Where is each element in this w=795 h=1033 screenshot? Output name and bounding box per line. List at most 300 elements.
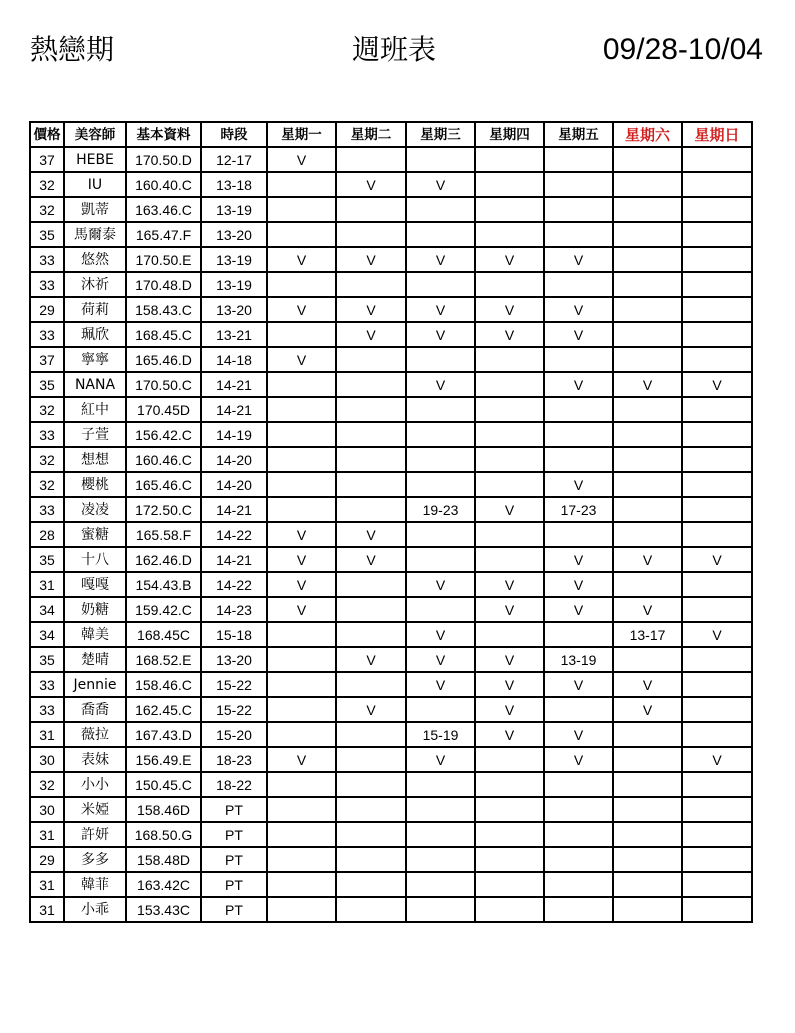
profile-cell: 165.46.C bbox=[126, 472, 201, 497]
sunday-cell bbox=[682, 172, 752, 197]
profile-cell: 158.43.C bbox=[126, 297, 201, 322]
thursday-cell bbox=[475, 897, 544, 922]
price-cell: 31 bbox=[30, 822, 64, 847]
profile-cell: 165.47.F bbox=[126, 222, 201, 247]
store-name: 熱戀期 bbox=[30, 33, 115, 66]
stylist-name-cell: NANA bbox=[64, 372, 126, 397]
thursday-cell bbox=[475, 522, 544, 547]
friday-cell: 13-19 bbox=[544, 647, 613, 672]
friday-cell bbox=[544, 697, 613, 722]
thursday-cell: V bbox=[475, 297, 544, 322]
sunday-cell bbox=[682, 447, 752, 472]
column-header-monday: 星期一 bbox=[267, 122, 336, 147]
profile-cell: 170.50.C bbox=[126, 372, 201, 397]
saturday-cell bbox=[613, 247, 682, 272]
monday-cell: V bbox=[267, 547, 336, 572]
sunday-cell bbox=[682, 647, 752, 672]
table-row bbox=[30, 822, 752, 847]
time-slot-cell: 13-19 bbox=[201, 197, 267, 222]
saturday-cell: V bbox=[613, 672, 682, 697]
sunday-cell bbox=[682, 422, 752, 447]
table-row bbox=[30, 197, 752, 222]
sunday-cell bbox=[682, 472, 752, 497]
sunday-cell: V bbox=[682, 622, 752, 647]
table-row bbox=[30, 472, 752, 497]
sunday-cell bbox=[682, 722, 752, 747]
monday-cell bbox=[267, 472, 336, 497]
stylist-name-cell: 十八 bbox=[64, 547, 126, 572]
price-cell: 31 bbox=[30, 722, 64, 747]
saturday-cell bbox=[613, 322, 682, 347]
price-cell: 34 bbox=[30, 622, 64, 647]
monday-cell: V bbox=[267, 572, 336, 597]
saturday-cell bbox=[613, 647, 682, 672]
thursday-cell bbox=[475, 147, 544, 172]
wednesday-cell: 15-19 bbox=[406, 722, 475, 747]
friday-cell: V bbox=[544, 672, 613, 697]
thursday-cell: V bbox=[475, 672, 544, 697]
price-cell: 32 bbox=[30, 447, 64, 472]
tuesday-cell bbox=[336, 772, 406, 797]
saturday-cell bbox=[613, 772, 682, 797]
friday-cell: 17-23 bbox=[544, 497, 613, 522]
thursday-cell: V bbox=[475, 322, 544, 347]
monday-cell bbox=[267, 447, 336, 472]
tuesday-cell: V bbox=[336, 172, 406, 197]
monday-cell: V bbox=[267, 247, 336, 272]
tuesday-cell bbox=[336, 497, 406, 522]
saturday-cell: V bbox=[613, 697, 682, 722]
monday-cell bbox=[267, 672, 336, 697]
stylist-name-cell: 櫻桃 bbox=[64, 472, 126, 497]
profile-cell: 163.46.C bbox=[126, 197, 201, 222]
tuesday-cell bbox=[336, 472, 406, 497]
monday-cell bbox=[267, 222, 336, 247]
column-header-price: 價格 bbox=[30, 122, 64, 147]
stylist-name-cell: 楚晴 bbox=[64, 647, 126, 672]
table-row bbox=[30, 172, 752, 197]
price-cell: 35 bbox=[30, 547, 64, 572]
profile-cell: 170.48.D bbox=[126, 272, 201, 297]
tuesday-cell bbox=[336, 847, 406, 872]
monday-cell bbox=[267, 697, 336, 722]
sunday-cell bbox=[682, 322, 752, 347]
table-row bbox=[30, 297, 752, 322]
thursday-cell bbox=[475, 872, 544, 897]
tuesday-cell: V bbox=[336, 647, 406, 672]
wednesday-cell bbox=[406, 847, 475, 872]
monday-cell: V bbox=[267, 747, 336, 772]
price-cell: 32 bbox=[30, 197, 64, 222]
column-header-wednesday: 星期三 bbox=[406, 122, 475, 147]
monday-cell bbox=[267, 797, 336, 822]
price-cell: 33 bbox=[30, 697, 64, 722]
sunday-cell bbox=[682, 397, 752, 422]
wednesday-cell bbox=[406, 897, 475, 922]
schedule-body bbox=[30, 147, 752, 922]
sunday-cell bbox=[682, 847, 752, 872]
thursday-cell bbox=[475, 272, 544, 297]
price-cell: 33 bbox=[30, 247, 64, 272]
wednesday-cell: V bbox=[406, 247, 475, 272]
date-range: 09/28-10/04 bbox=[602, 33, 763, 66]
wednesday-cell bbox=[406, 147, 475, 172]
time-slot-cell: 13-19 bbox=[201, 272, 267, 297]
tuesday-cell bbox=[336, 147, 406, 172]
price-cell: 32 bbox=[30, 772, 64, 797]
profile-cell: 172.50.C bbox=[126, 497, 201, 522]
friday-cell: V bbox=[544, 322, 613, 347]
friday-cell: V bbox=[544, 547, 613, 572]
wednesday-cell bbox=[406, 772, 475, 797]
monday-cell: V bbox=[267, 597, 336, 622]
column-header-thursday: 星期四 bbox=[475, 122, 544, 147]
monday-cell bbox=[267, 722, 336, 747]
time-slot-cell: 15-20 bbox=[201, 722, 267, 747]
profile-cell: 168.52.E bbox=[126, 647, 201, 672]
saturday-cell: V bbox=[613, 372, 682, 397]
profile-cell: 162.45.C bbox=[126, 697, 201, 722]
tuesday-cell bbox=[336, 447, 406, 472]
saturday-cell bbox=[613, 897, 682, 922]
time-slot-cell: 14-19 bbox=[201, 422, 267, 447]
table-row bbox=[30, 722, 752, 747]
price-cell: 29 bbox=[30, 847, 64, 872]
tuesday-cell: V bbox=[336, 522, 406, 547]
stylist-name-cell: 蜜糖 bbox=[64, 522, 126, 547]
wednesday-cell: V bbox=[406, 297, 475, 322]
column-header-friday: 星期五 bbox=[544, 122, 613, 147]
time-slot-cell: 13-19 bbox=[201, 247, 267, 272]
profile-cell: 160.46.C bbox=[126, 447, 201, 472]
profile-cell: 162.46.D bbox=[126, 547, 201, 572]
thursday-cell bbox=[475, 197, 544, 222]
monday-cell bbox=[267, 272, 336, 297]
wednesday-cell: V bbox=[406, 622, 475, 647]
profile-cell: 159.42.C bbox=[126, 597, 201, 622]
thursday-cell bbox=[475, 472, 544, 497]
stylist-name-cell: 多多 bbox=[64, 847, 126, 872]
monday-cell bbox=[267, 397, 336, 422]
price-cell: 32 bbox=[30, 472, 64, 497]
saturday-cell bbox=[613, 297, 682, 322]
price-cell: 30 bbox=[30, 797, 64, 822]
tuesday-cell: V bbox=[336, 247, 406, 272]
friday-cell bbox=[544, 172, 613, 197]
sunday-cell bbox=[682, 572, 752, 597]
stylist-name-cell: 喬喬 bbox=[64, 697, 126, 722]
column-header-tuesday: 星期二 bbox=[336, 122, 406, 147]
thursday-cell: V bbox=[475, 572, 544, 597]
price-cell: 29 bbox=[30, 297, 64, 322]
thursday-cell: V bbox=[475, 597, 544, 622]
table-row bbox=[30, 897, 752, 922]
thursday-cell bbox=[475, 822, 544, 847]
stylist-name-cell: 表妹 bbox=[64, 747, 126, 772]
price-cell: 28 bbox=[30, 522, 64, 547]
time-slot-cell: PT bbox=[201, 897, 267, 922]
friday-cell: V bbox=[544, 597, 613, 622]
wednesday-cell bbox=[406, 597, 475, 622]
friday-cell: V bbox=[544, 297, 613, 322]
stylist-name-cell: 奶糖 bbox=[64, 597, 126, 622]
friday-cell bbox=[544, 822, 613, 847]
profile-cell: 170.50.D bbox=[126, 147, 201, 172]
sunday-cell: V bbox=[682, 747, 752, 772]
stylist-name-cell: 寧寧 bbox=[64, 347, 126, 372]
time-slot-cell: 13-21 bbox=[201, 322, 267, 347]
monday-cell bbox=[267, 772, 336, 797]
column-header-saturday: 星期六 bbox=[613, 122, 682, 147]
saturday-cell bbox=[613, 722, 682, 747]
price-cell: 34 bbox=[30, 597, 64, 622]
time-slot-cell: 12-17 bbox=[201, 147, 267, 172]
thursday-cell bbox=[475, 172, 544, 197]
saturday-cell: V bbox=[613, 547, 682, 572]
saturday-cell bbox=[613, 472, 682, 497]
sunday-cell bbox=[682, 597, 752, 622]
price-cell: 33 bbox=[30, 672, 64, 697]
tuesday-cell bbox=[336, 597, 406, 622]
friday-cell: V bbox=[544, 722, 613, 747]
stylist-name-cell: 韓美 bbox=[64, 622, 126, 647]
monday-cell bbox=[267, 497, 336, 522]
tuesday-cell bbox=[336, 722, 406, 747]
saturday-cell bbox=[613, 747, 682, 772]
friday-cell bbox=[544, 272, 613, 297]
saturday-cell bbox=[613, 522, 682, 547]
sunday-cell bbox=[682, 797, 752, 822]
sunday-cell bbox=[682, 822, 752, 847]
tuesday-cell: V bbox=[336, 322, 406, 347]
monday-cell bbox=[267, 647, 336, 672]
thursday-cell bbox=[475, 447, 544, 472]
sunday-cell bbox=[682, 247, 752, 272]
thursday-cell bbox=[475, 747, 544, 772]
page-title: 週班表 bbox=[352, 33, 437, 66]
profile-cell: 167.43.D bbox=[126, 722, 201, 747]
monday-cell bbox=[267, 872, 336, 897]
tuesday-cell bbox=[336, 672, 406, 697]
sunday-cell bbox=[682, 197, 752, 222]
saturday-cell bbox=[613, 572, 682, 597]
time-slot-cell: PT bbox=[201, 872, 267, 897]
tuesday-cell bbox=[336, 822, 406, 847]
schedule-table bbox=[29, 121, 753, 923]
stylist-name-cell: Jennie bbox=[64, 672, 126, 697]
thursday-cell: V bbox=[475, 697, 544, 722]
stylist-name-cell: 荷莉 bbox=[64, 297, 126, 322]
tuesday-cell bbox=[336, 397, 406, 422]
sunday-cell bbox=[682, 672, 752, 697]
price-cell: 33 bbox=[30, 497, 64, 522]
column-header-time-slot: 時段 bbox=[201, 122, 267, 147]
time-slot-cell: 14-21 bbox=[201, 372, 267, 397]
time-slot-cell: 14-20 bbox=[201, 447, 267, 472]
stylist-name-cell: 紅中 bbox=[64, 397, 126, 422]
stylist-name-cell: 悠然 bbox=[64, 247, 126, 272]
tuesday-cell bbox=[336, 272, 406, 297]
tuesday-cell bbox=[336, 372, 406, 397]
time-slot-cell: 13-20 bbox=[201, 222, 267, 247]
saturday-cell bbox=[613, 397, 682, 422]
thursday-cell bbox=[475, 622, 544, 647]
profile-cell: 150.45.C bbox=[126, 772, 201, 797]
thursday-cell bbox=[475, 772, 544, 797]
tuesday-cell: V bbox=[336, 297, 406, 322]
tuesday-cell bbox=[336, 347, 406, 372]
table-row bbox=[30, 397, 752, 422]
wednesday-cell bbox=[406, 272, 475, 297]
time-slot-cell: 14-20 bbox=[201, 472, 267, 497]
saturday-cell bbox=[613, 197, 682, 222]
table-row bbox=[30, 647, 752, 672]
sunday-cell bbox=[682, 147, 752, 172]
saturday-cell bbox=[613, 872, 682, 897]
tuesday-cell bbox=[336, 422, 406, 447]
monday-cell bbox=[267, 322, 336, 347]
time-slot-cell: 18-22 bbox=[201, 772, 267, 797]
friday-cell bbox=[544, 847, 613, 872]
stylist-name-cell: IU bbox=[64, 172, 126, 197]
stylist-name-cell: 子萱 bbox=[64, 422, 126, 447]
price-cell: 33 bbox=[30, 322, 64, 347]
saturday-cell: V bbox=[613, 597, 682, 622]
thursday-cell: V bbox=[475, 647, 544, 672]
monday-cell bbox=[267, 897, 336, 922]
time-slot-cell: 15-18 bbox=[201, 622, 267, 647]
thursday-cell bbox=[475, 397, 544, 422]
friday-cell: V bbox=[544, 472, 613, 497]
saturday-cell bbox=[613, 447, 682, 472]
wednesday-cell bbox=[406, 222, 475, 247]
price-cell: 31 bbox=[30, 897, 64, 922]
price-cell: 33 bbox=[30, 272, 64, 297]
table-row bbox=[30, 422, 752, 447]
price-cell: 32 bbox=[30, 172, 64, 197]
saturday-cell bbox=[613, 147, 682, 172]
tuesday-cell bbox=[336, 197, 406, 222]
stylist-name-cell: 馬爾泰 bbox=[64, 222, 126, 247]
saturday-cell bbox=[613, 172, 682, 197]
stylist-name-cell: 小乖 bbox=[64, 897, 126, 922]
table-row bbox=[30, 247, 752, 272]
time-slot-cell: 13-18 bbox=[201, 172, 267, 197]
saturday-cell bbox=[613, 497, 682, 522]
time-slot-cell: 14-22 bbox=[201, 522, 267, 547]
thursday-cell bbox=[475, 547, 544, 572]
profile-cell: 158.48D bbox=[126, 847, 201, 872]
monday-cell: V bbox=[267, 147, 336, 172]
profile-cell: 156.42.C bbox=[126, 422, 201, 447]
wednesday-cell bbox=[406, 472, 475, 497]
wednesday-cell bbox=[406, 447, 475, 472]
wednesday-cell: V bbox=[406, 372, 475, 397]
time-slot-cell: 14-23 bbox=[201, 597, 267, 622]
thursday-cell: V bbox=[475, 247, 544, 272]
column-header-stylist: 美容師 bbox=[64, 122, 126, 147]
stylist-name-cell: HEBE bbox=[64, 147, 126, 172]
saturday-cell bbox=[613, 422, 682, 447]
profile-cell: 153.43C bbox=[126, 897, 201, 922]
table-row bbox=[30, 147, 752, 172]
table-row bbox=[30, 347, 752, 372]
time-slot-cell: 14-21 bbox=[201, 397, 267, 422]
stylist-name-cell: 凌凌 bbox=[64, 497, 126, 522]
wednesday-cell: V bbox=[406, 672, 475, 697]
friday-cell: V bbox=[544, 572, 613, 597]
friday-cell: V bbox=[544, 747, 613, 772]
thursday-cell bbox=[475, 422, 544, 447]
column-header-sunday: 星期日 bbox=[682, 122, 752, 147]
saturday-cell bbox=[613, 272, 682, 297]
stylist-name-cell: 嘎嘎 bbox=[64, 572, 126, 597]
wednesday-cell bbox=[406, 347, 475, 372]
time-slot-cell: 14-21 bbox=[201, 497, 267, 522]
friday-cell bbox=[544, 522, 613, 547]
thursday-cell bbox=[475, 847, 544, 872]
friday-cell bbox=[544, 347, 613, 372]
price-cell: 37 bbox=[30, 147, 64, 172]
sunday-cell: V bbox=[682, 547, 752, 572]
wednesday-cell bbox=[406, 197, 475, 222]
stylist-name-cell: 米婭 bbox=[64, 797, 126, 822]
sunday-cell bbox=[682, 697, 752, 722]
profile-cell: 168.45C bbox=[126, 622, 201, 647]
wednesday-cell bbox=[406, 822, 475, 847]
time-slot-cell: 14-22 bbox=[201, 572, 267, 597]
time-slot-cell: 13-20 bbox=[201, 297, 267, 322]
sunday-cell bbox=[682, 522, 752, 547]
tuesday-cell: V bbox=[336, 547, 406, 572]
profile-cell: 156.49.E bbox=[126, 747, 201, 772]
time-slot-cell: 15-22 bbox=[201, 672, 267, 697]
table-row bbox=[30, 222, 752, 247]
monday-cell bbox=[267, 822, 336, 847]
table-row bbox=[30, 847, 752, 872]
time-slot-cell: PT bbox=[201, 847, 267, 872]
sunday-cell bbox=[682, 897, 752, 922]
time-slot-cell: 13-20 bbox=[201, 647, 267, 672]
thursday-cell: V bbox=[475, 722, 544, 747]
time-slot-cell: 15-22 bbox=[201, 697, 267, 722]
profile-cell: 168.45.C bbox=[126, 322, 201, 347]
friday-cell bbox=[544, 897, 613, 922]
monday-cell bbox=[267, 372, 336, 397]
profile-cell: 160.40.C bbox=[126, 172, 201, 197]
thursday-cell: V bbox=[475, 497, 544, 522]
saturday-cell bbox=[613, 222, 682, 247]
table-row bbox=[30, 272, 752, 297]
table-row bbox=[30, 772, 752, 797]
monday-cell bbox=[267, 197, 336, 222]
wednesday-cell bbox=[406, 422, 475, 447]
profile-cell: 165.58.F bbox=[126, 522, 201, 547]
table-row bbox=[30, 622, 752, 647]
sunday-cell bbox=[682, 222, 752, 247]
table-row bbox=[30, 372, 752, 397]
profile-cell: 168.50.G bbox=[126, 822, 201, 847]
price-cell: 32 bbox=[30, 397, 64, 422]
thursday-cell bbox=[475, 222, 544, 247]
tuesday-cell bbox=[336, 872, 406, 897]
monday-cell bbox=[267, 172, 336, 197]
time-slot-cell: 18-23 bbox=[201, 747, 267, 772]
stylist-name-cell: 想想 bbox=[64, 447, 126, 472]
friday-cell bbox=[544, 197, 613, 222]
wednesday-cell: V bbox=[406, 647, 475, 672]
time-slot-cell: PT bbox=[201, 822, 267, 847]
